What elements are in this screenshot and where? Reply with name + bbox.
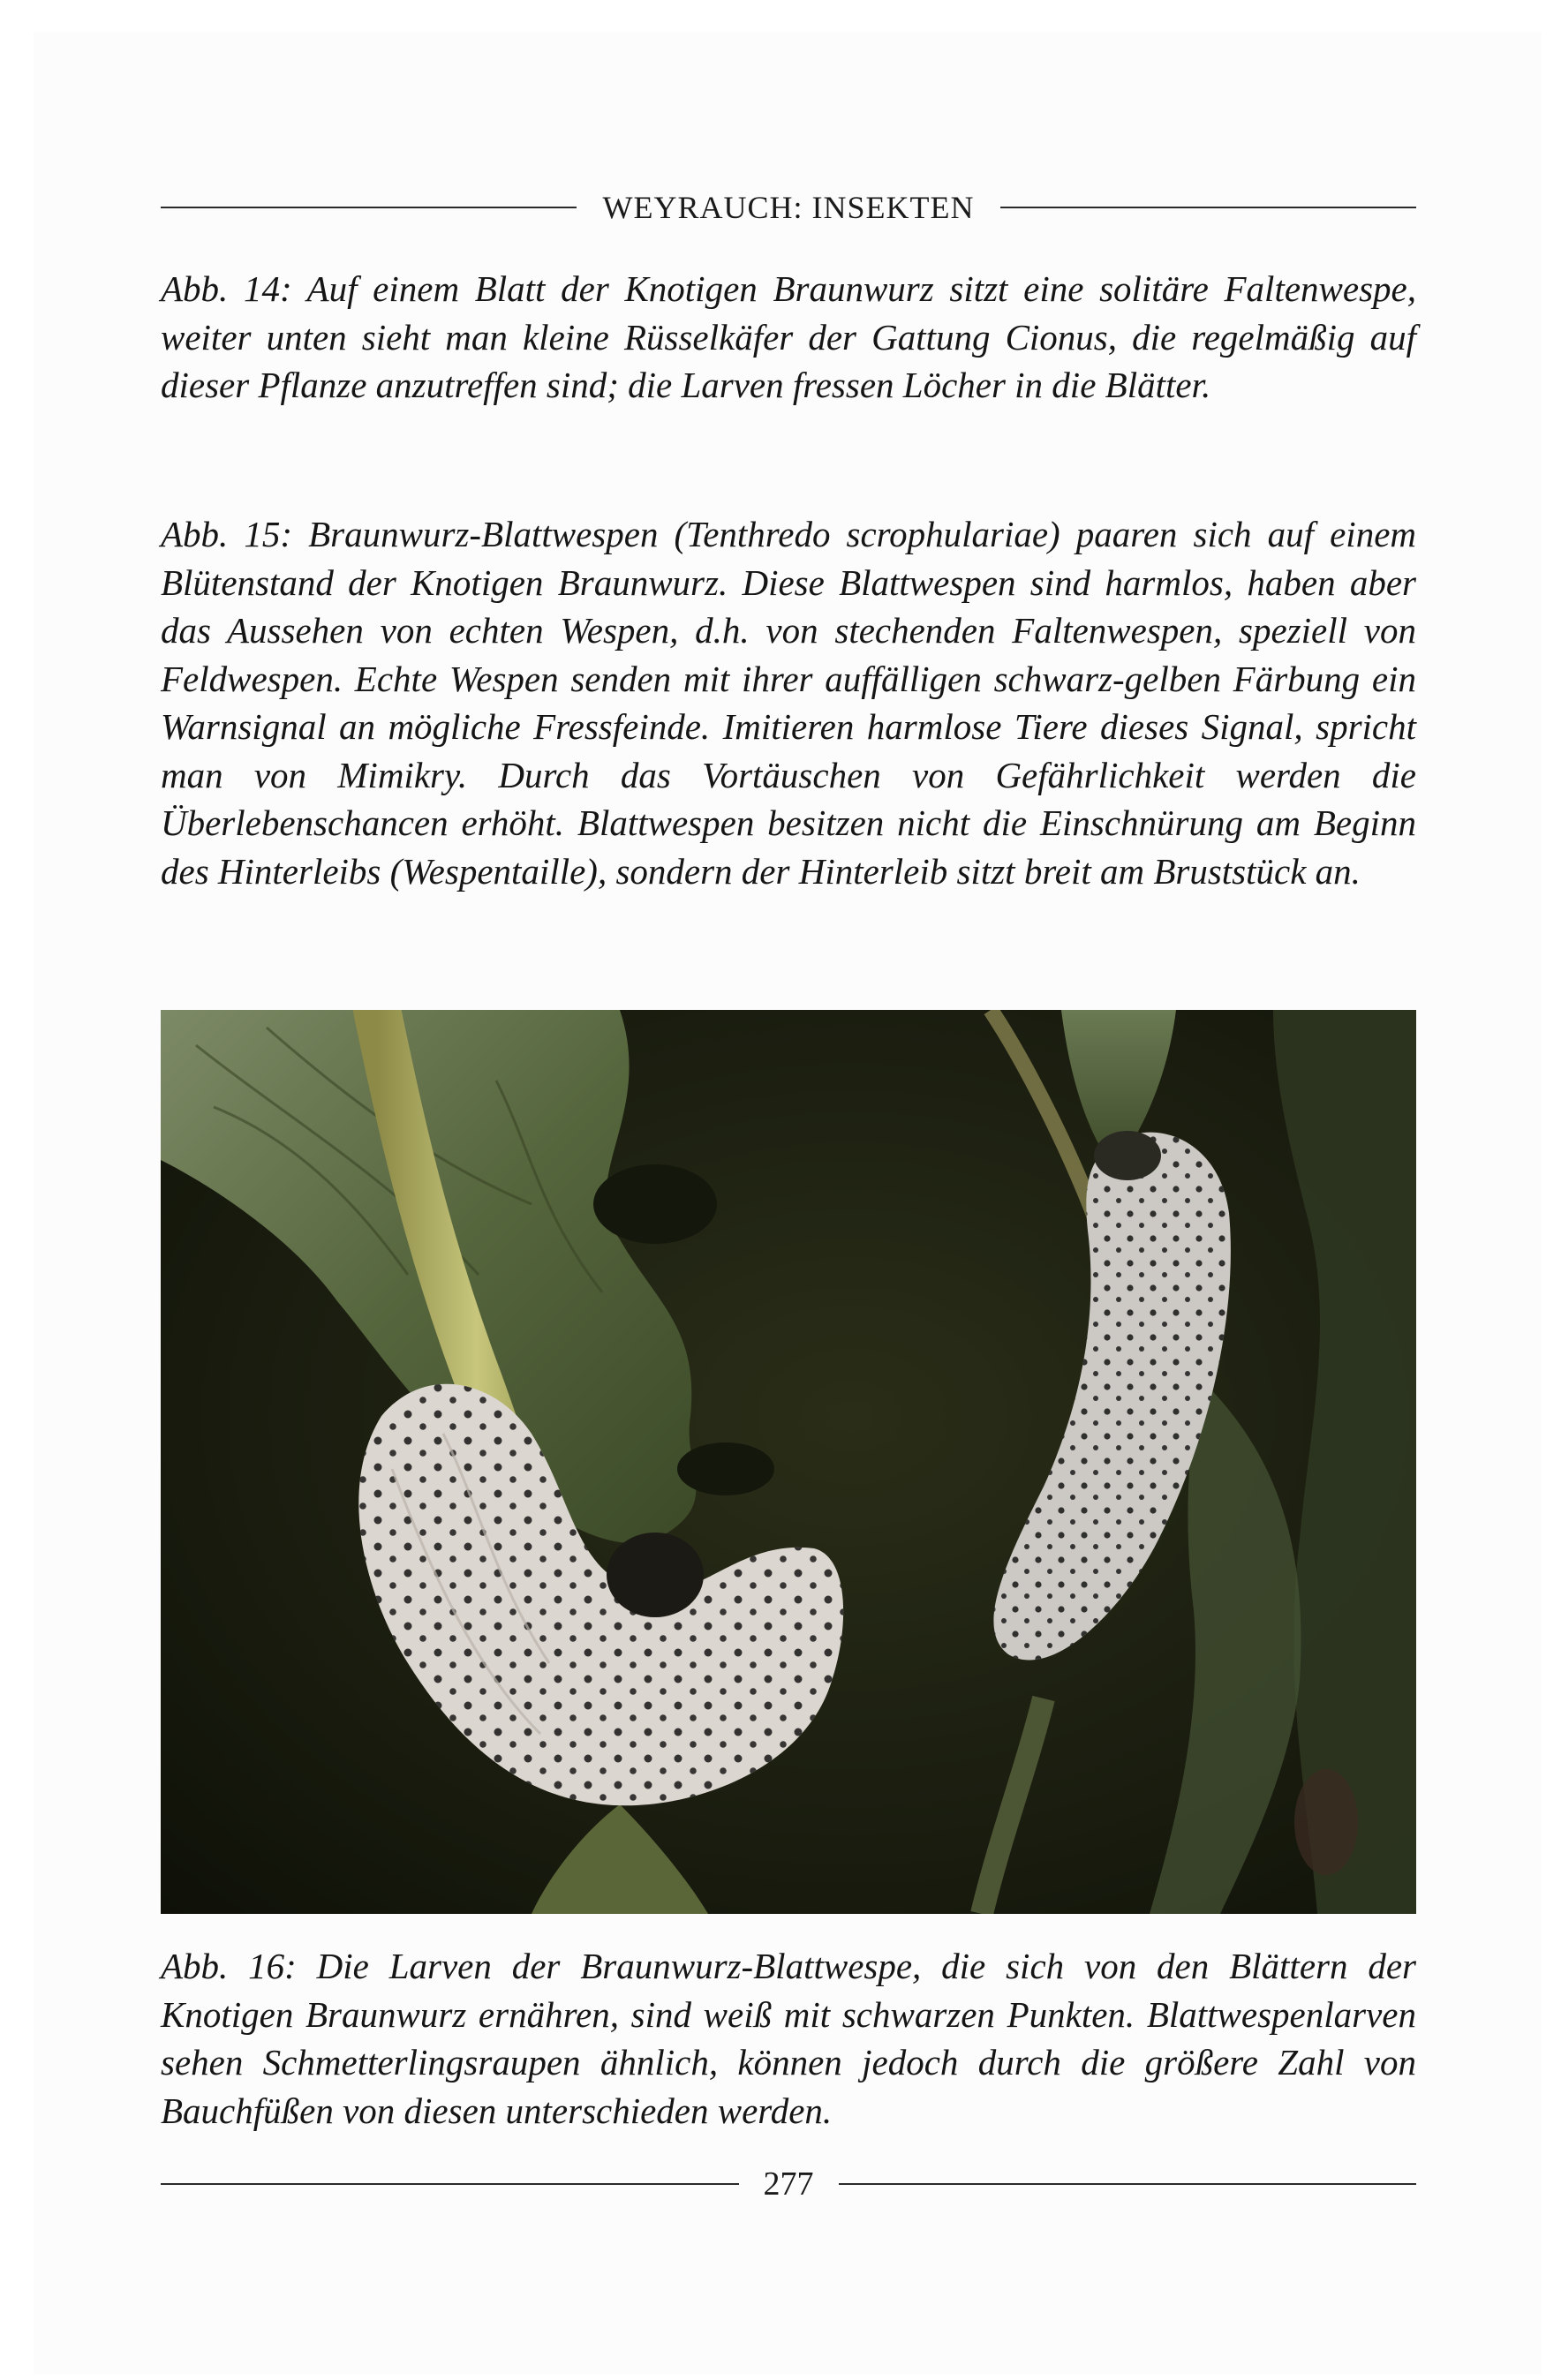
page-number: 277 [763,2165,814,2203]
caption-abb-14: Abb. 14: Auf einem Blatt der Knotigen Braunwurz sitzt eine solitäre Faltenwespe, weiter unten sieht man kleine Rüsselkäfer der Gattung Cionus, die regelmäßig auf dieser Pflanze anzutreffen sind; die Larven fressen Löcher in die Blätter. [161,268,1416,405]
running-header [161,185,1416,230]
running-title: WEYRAUCH: INSEKTEN [602,190,975,225]
caption-abb-15: Abb. 15: Braunwurz-Blattwespen (Tenthredo scrophulariae) paaren sich auf einem Blütenstand der Knotigen Braunwurz. Diese Blattwespen sind harmlos, haben aber das Aussehen von echten Wespen, d.h. von stechenden Faltenwespen, speziell von Feldwespen. Echte Wespen senden mit ihrer auffälligen schwarz-gelben Färbung ein Warnsignal an mögliche Fressfeinde. Imitieren harmlose Tiere dieses Signal, spricht man von Mimikry. Durch das Vortäuschen von Gefährlichkeit werden die Überlebenschancen erhöht. Blattwespen besitzen nicht die Einschnürung am Beginn des Hinterleibs (Wespentaille), sondern der Hinterleib sitzt breit am Bruststück an. [161,514,1416,892]
page-footer [161,2161,1416,2207]
header-rule-left [161,207,577,208]
caption-abb-16: Abb. 16: Die Larven der Braunwurz-Blattwespe, die sich von den Blättern der Knotigen Braunwurz ernähren, sind weiß mit schwarzen Punkten. Blattwespenlarven sehen Schmetterlingsraupen ähnlich, können jedoch durch die größere Zahl von Bauchfüßen von diesen unterschieden werden. [161,1946,1416,2131]
photo-sawfly-larvae [161,1010,1416,1914]
footer-rule-right [839,2183,1417,2185]
footer-rule-left [161,2183,739,2185]
photo-illustration [161,1010,1416,1914]
header-rule-right [1000,207,1416,208]
